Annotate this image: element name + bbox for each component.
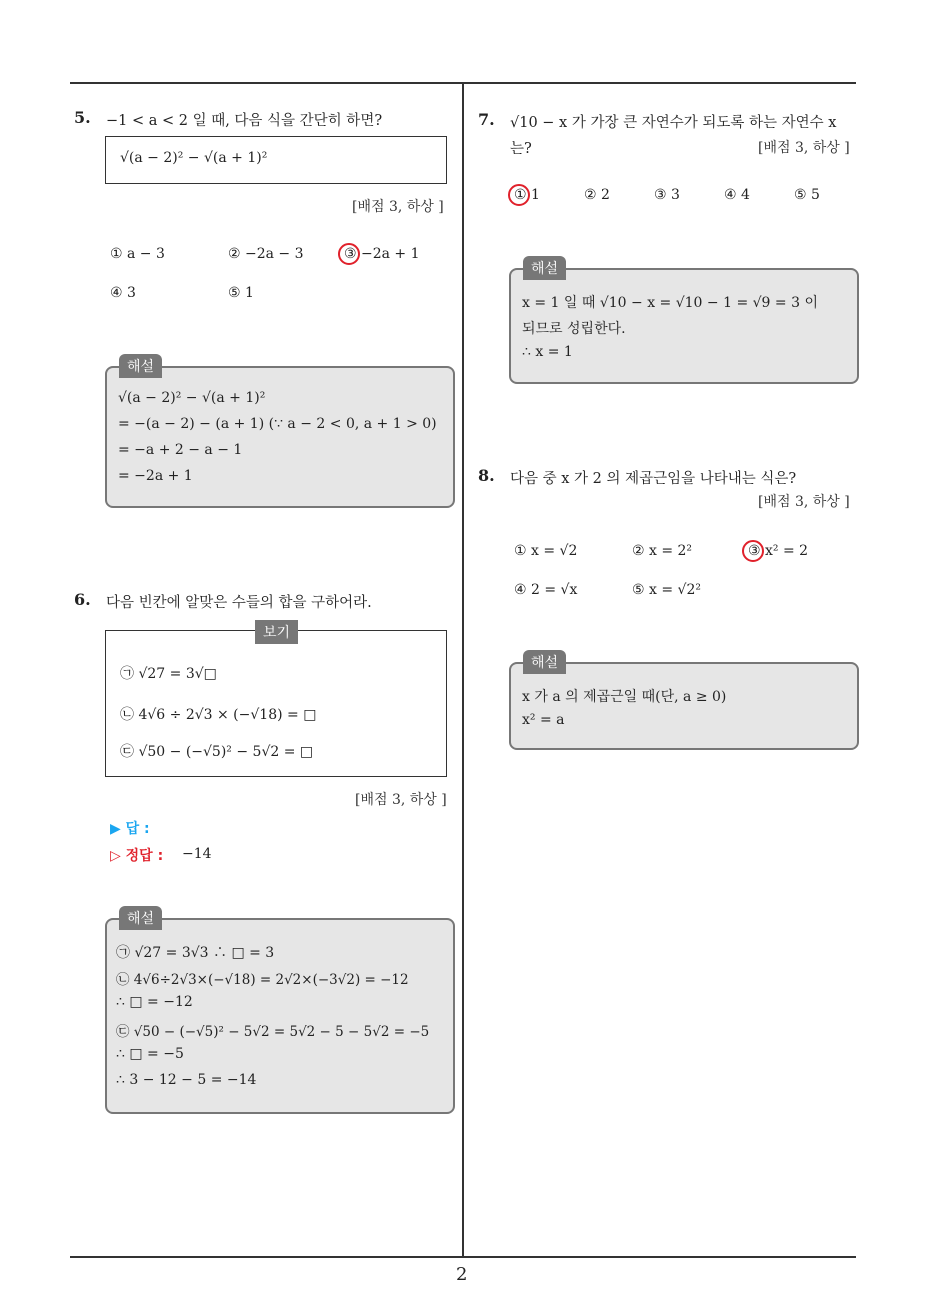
q6-view-box — [105, 630, 447, 777]
q6-view-tag: 보기 — [255, 620, 298, 644]
q5-choice-1[interactable]: ① a − 3 — [110, 246, 165, 262]
q6-solution-line-2: ㉡ 4√6÷2√3×(−√18) = 2√2×(−3√2) = −12 — [116, 972, 409, 988]
q6-solution-line-6: ∴ 3 − 12 − 5 = −14 — [116, 1072, 257, 1088]
q6-number: 6. — [74, 590, 91, 609]
q7-selected-mark-icon — [508, 184, 530, 206]
q7-choice-5[interactable]: ⑤ 5 — [794, 187, 820, 203]
q5-choice-5[interactable]: ⑤ 1 — [228, 285, 254, 301]
q8-selected-mark-icon — [742, 540, 764, 562]
q6-solution-line-3: ∴ □ = −12 — [116, 994, 193, 1010]
q7-choice-1[interactable]: ① 1 — [514, 187, 540, 203]
q8-choice-3[interactable]: ③ x² = 2 — [748, 543, 809, 559]
q5-solution-line-4: = −2a + 1 — [118, 468, 193, 484]
page-number: 2 — [456, 1264, 468, 1285]
q7-solution-line-1: x = 1 일 때 √10 − x = √10 − 1 = √9 = 3 이 — [522, 295, 818, 311]
q5-grade: [배점 3, 하상 ] — [352, 199, 444, 215]
column-divider — [462, 83, 464, 1257]
q5-number: 5. — [74, 108, 91, 127]
q5-expression-box — [105, 136, 447, 184]
q6-solution-tag: 해설 — [119, 906, 162, 930]
q5-solution-line-1: √(a − 2)² − √(a + 1)² — [118, 390, 266, 406]
q5-choice-3[interactable]: ③ −2a + 1 — [344, 246, 420, 262]
q8-choice-4[interactable]: ④ 2 = √x — [514, 582, 578, 598]
q8-solution-line-2: x² = a — [522, 712, 565, 728]
q8-solution-box — [509, 662, 859, 750]
q7-choice-2[interactable]: ② 2 — [584, 187, 610, 203]
bottom-rule — [70, 1256, 856, 1258]
q7-solution-tag: 해설 — [523, 256, 566, 280]
q7-choice-3[interactable]: ③ 3 — [654, 187, 680, 203]
q5-text: −1 < a < 2 일 때, 다음 식을 간단히 하면? — [106, 113, 383, 129]
q5-expression: √(a − 2)² − √(a + 1)² — [120, 150, 268, 166]
q6-item-1: ㉠ √27 = 3√□ — [120, 666, 217, 682]
q7-solution-line-3: ∴ x = 1 — [522, 344, 573, 360]
q7-text-line-1: √10 − x 가 가장 큰 자연수가 되도록 하는 자연수 x — [510, 115, 837, 131]
q5-solution-line-2: = −(a − 2) − (a + 1) (∵ a − 2 < 0, a + 1 > 0) — [118, 416, 437, 432]
q5-choice-4[interactable]: ④ 3 — [110, 285, 136, 301]
q8-grade: [배점 3, 하상 ] — [758, 494, 850, 510]
q8-choice-2[interactable]: ② x = 2² — [632, 543, 693, 559]
q5-selected-mark-icon — [338, 243, 360, 265]
q6-text: 다음 빈칸에 알맞은 수들의 합을 구하어라. — [106, 595, 372, 611]
q7-text-line-2: 는? — [510, 141, 532, 157]
q6-solution-line-5: ∴ □ = −5 — [116, 1046, 184, 1062]
q5-solution-box — [105, 366, 455, 508]
q5-solution-line-3: = −a + 2 − a − 1 — [118, 442, 243, 458]
q7-choice-4[interactable]: ④ 4 — [724, 187, 750, 203]
q8-text: 다음 중 x 가 2 의 제곱근임을 나타내는 식은? — [510, 471, 797, 487]
q5-choice-2[interactable]: ② −2a − 3 — [228, 246, 304, 262]
q6-correct-label: ▷ 정답 : — [110, 848, 164, 864]
q6-answer-label: ▶ 답 : — [110, 821, 150, 837]
q6-solution-line-1: ㉠ √27 = 3√3 ∴ □ = 3 — [116, 945, 275, 961]
q7-number: 7. — [478, 110, 495, 129]
q5-solution-tag: 해설 — [119, 354, 162, 378]
q8-solution-line-1: x 가 a 의 제곱근일 때(단, a ≥ 0) — [522, 689, 727, 705]
q6-correct-value: −14 — [182, 846, 212, 862]
q6-item-2: ㉡ 4√6 ÷ 2√3 × (−√18) = □ — [120, 707, 317, 723]
q7-solution-line-2: 되므로 성립한다. — [522, 321, 626, 337]
q8-solution-tag: 해설 — [523, 650, 566, 674]
q6-solution-line-4: ㉢ √50 − (−√5)² − 5√2 = 5√2 − 5 − 5√2 = −5 — [116, 1024, 430, 1040]
q7-grade: [배점 3, 하상 ] — [758, 140, 850, 156]
q8-choice-5[interactable]: ⑤ x = √2² — [632, 582, 701, 598]
q6-item-3: ㉢ √50 − (−√5)² − 5√2 = □ — [120, 744, 314, 760]
q6-grade: [배점 3, 하상 ] — [355, 792, 447, 808]
q8-number: 8. — [478, 466, 495, 485]
q8-choice-1[interactable]: ① x = √2 — [514, 543, 578, 559]
